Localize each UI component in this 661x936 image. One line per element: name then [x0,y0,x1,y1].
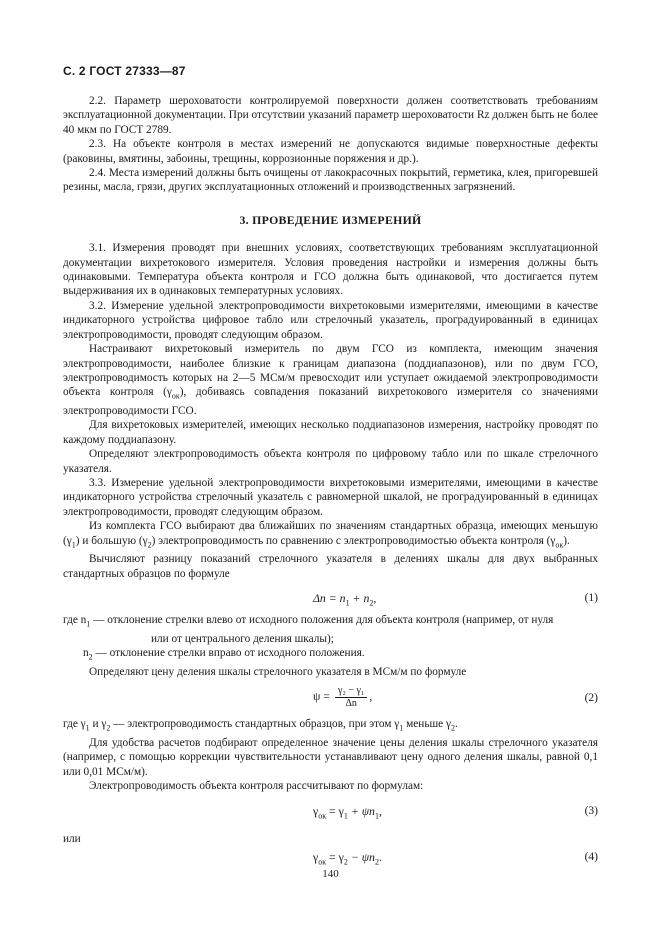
subscript-1: 1 [71,539,76,549]
formula-1-sub-1: 1 [345,598,350,608]
formula-1-lhs: Δn = n [313,591,346,606]
formula-1-expression [313,591,376,611]
where-n1-sub: 1 [86,619,91,629]
formula-1-sub-2: 2 [369,598,374,608]
formula-1-end: , [373,591,377,606]
paragraph-determine: Определяют электропроводимость объекта контроля по цифровому табло или по шкале стрелочного указателя. [63,448,598,475]
select-text-d: ). [563,534,570,547]
document-body [63,94,598,878]
formula-2-numerator: γ₂ − γ₁ [335,685,367,698]
formula-3-op: + ψn [347,803,375,818]
formula-4-end: . [378,849,382,864]
where-gamma-sub-1: 1 [85,723,90,733]
where-gamma-sub-2: 2 [106,723,111,733]
where-gamma-e: . [455,718,458,731]
formula-4-sub-ok: ок [318,857,327,867]
where-gamma [63,717,598,736]
page-number: 140 [322,868,339,880]
formula-2-end: , [369,689,373,704]
paragraph-3-1: 3.1. Измерения проводят при внешних условиях, соответствующих требованиям эксплуатационной документации вихретокового измерителя. Условия проведения настройки и измерения должны быть одинаковыми. Температура объекта контроля и ГСО должна быть одинаковой, что достигается путем выдерживания их в одинаковых температурных условиях. [63,242,598,298]
where-n1-continued: или от центрального деления шкалы); [151,632,334,645]
paragraph-difference: Вычисляют разницу показаний стрелочного указателя в делениях шкалы для двух выбранных стандартных образцов по формуле [63,553,598,580]
formula-1 [63,583,598,611]
formula-2-denominator: Δn [345,698,357,710]
formula-3-lhs: γ [313,803,319,818]
where-n2-sub: 2 [88,652,93,662]
formula-4-mid: = γ [326,849,344,864]
paragraph-2-4: 2.4. Места измерений должны быть очищены от лакокрасочных покрытий, герметика, клея, пригоревшей резины, масла, грязи, других эксплуатационных отложений и производственных загрязнений. [63,167,598,194]
formula-3-number: (3) [584,804,598,817]
paragraph-ranges: Для вихретоковых измерителей, имеющих несколько поддиапазонов измерения, настройку проводят по каждому поддиапазону. [63,419,598,446]
formula-1-mid: + n [349,591,370,606]
section-title: 3. ПРОВЕДЕНИЕ ИЗМЕРЕНИЙ [239,212,422,227]
formula-4-number: (4) [584,850,598,863]
select-text-c: ) электропроводимость по сравнению с электропроводимостью объекта контроля (γ [151,534,556,547]
select-text-b: ) и большую (γ [75,534,148,547]
formula-3-expression [313,804,382,824]
formula-2-fraction [335,685,367,710]
where-gamma-c: — электропроводимость стандартных образцов, при этом γ [110,718,400,731]
formula-2-lhs: ψ = [313,689,330,704]
formula-2 [63,681,598,715]
formula-3-sub-1b: 1 [374,810,379,820]
formula-4-op: − ψn [347,849,375,864]
where-gamma-sub-4: 2 [451,723,455,733]
subscript-2: 2 [147,539,152,549]
or-word: или [63,832,81,845]
where-n2 [63,646,598,665]
where-gamma-b: и γ [89,718,107,731]
formula-4-sub-2: 2 [343,857,348,867]
where-n1-prefix: где n [63,614,87,627]
formula-2-expression [313,685,372,710]
paragraph-division: Определяют цену деления шкалы стрелочного указателя в МСм/м по формуле [89,665,467,678]
formula-4-sub-2b: 2 [374,857,379,867]
where-n1-text: — отклонение стрелки влево от исходного положения для объекта контроля (например, от нуля [90,614,554,627]
formula-3-end: , [378,803,382,818]
where-gamma-a: где γ [63,718,86,731]
formula-4-expression [313,850,382,870]
paragraph-convenience: Для удобства расчетов подбирают определенное значение цены деления шкалы стрелочного указателя (например, с помощью коррекции чувствительности устанавливают цену одного деления шкалы, равной 0,1 или 0,01 МСм/м). [63,736,598,778]
paragraph-select [63,519,598,552]
formula-3 [63,796,598,830]
formula-3-sub-1: 1 [343,810,348,820]
page-header: С. 2 ГОСТ 27333—87 [63,64,186,78]
formula-3-mid: = γ [326,803,344,818]
adjust-text-end: ), добиваясь совпадения показаний вихретокового измерителя со значениями электропроводимости ГСО. [63,386,598,417]
adjust-text: Настраивают вихретоковый измеритель по двум ГСО из комплекта, имеющим значения электропроводимости, наиболее близкие к границам диапазона (поддиапазонов), или по двум ГСО, электропроводимость которых на 2—5 МСм/м превосходит или уступает ожидаемой электропроводимости объекта контроля (γ [63,343,598,399]
where-n1 [63,613,598,632]
where-n2-prefix: n [83,647,89,660]
where-gamma-sub-3: 1 [399,723,404,733]
select-text-a: Из комплекта ГСО выбирают два ближайших по значениям стандартных образца, имеющих меньшую (γ [63,520,598,547]
formula-2-number: (2) [584,692,598,705]
formula-3-sub-ok: ок [318,810,327,820]
paragraph-2-3: 2.3. На объекте контроля в местах измерений не допускаются видимые поверхностные дефекты (раковины, вмятины, забоины, трещины, коррозионные поряжения и др.). [63,138,598,165]
paragraph-adjust [63,342,598,418]
subscript-ok: ок [555,539,564,549]
paragraph-2-2: 2.2. Параметр шероховатости контролируемой поверхности должен соответствовать требованиям эксплуатационной документации. При отсутствии указаний параметр шероховатости Rz должен быть не более 40 мкм по ГОСТ 2789. [63,95,598,136]
subscript-ok: ок [171,391,180,401]
where-gamma-d: меньше γ [403,718,451,731]
paragraph-calc: Электропроводимость объекта контроля рассчитывают по формулам: [89,780,424,793]
paragraph-3-2: 3.2. Измерение удельной электропроводимости вихретоковыми измерителями, имеющими в качестве индикаторного устройства цифровое табло или стрелочный указатель, проградуированный в единицах электропроводимости, проводят следующим образом. [63,299,598,341]
formula-4-lhs: γ [313,849,319,864]
where-n2-text: — отклонение стрелки вправо от исходного положения. [92,647,365,660]
paragraph-3-3: 3.3. Измерение удельной электропроводимости вихретоковыми измерителями, имеющими в качестве индикаторного устройства стрелочный указатель с равномерной шкалой, не проградуированный в единицах электропроводимости, проводят следующим образом. [63,477,598,518]
formula-1-number: (1) [584,592,598,605]
